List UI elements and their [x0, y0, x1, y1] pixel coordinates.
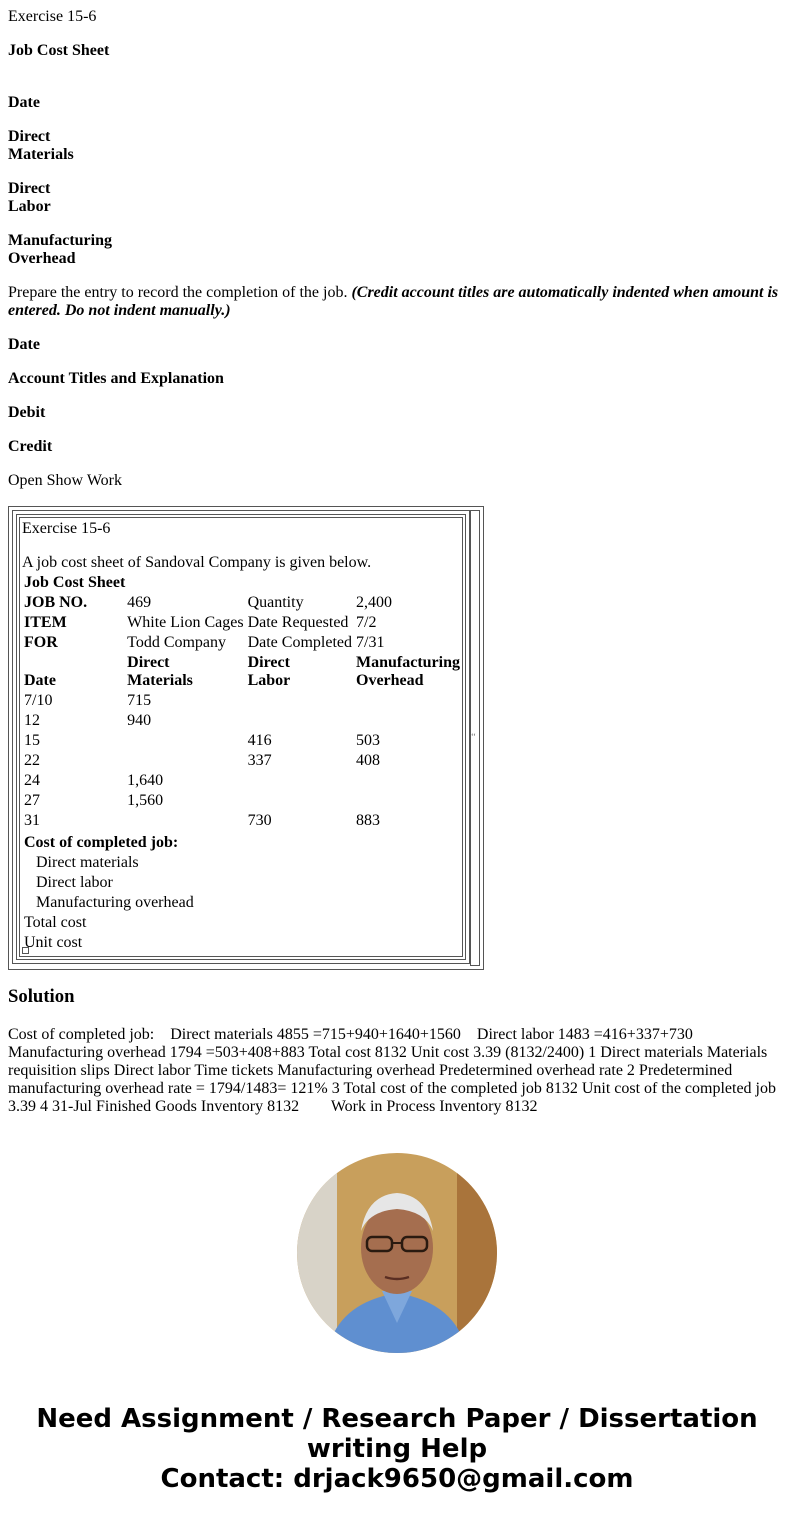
sheet-title: Job Cost Sheet [8, 42, 110, 59]
row-mo: 503 [356, 732, 380, 749]
table-row [22, 770, 462, 790]
column-direct-labor [8, 180, 786, 216]
column-direct-materials [8, 128, 786, 164]
mo-line1: Manufacturing [8, 232, 112, 249]
exercise-content-box [19, 517, 463, 957]
solution-heading: Solution [8, 986, 75, 1007]
row-dl [246, 770, 354, 790]
scrollbar[interactable] [470, 510, 480, 966]
table-row [22, 830, 462, 852]
instruction [8, 284, 786, 320]
entry-header-debit: Debit [8, 404, 46, 421]
table-row [22, 872, 462, 892]
table-row [22, 852, 462, 872]
instruction-text: Prepare the entry to record the completion of the job. [8, 284, 352, 301]
box-intro: A job cost sheet of Sandoval Company is given below. [22, 554, 372, 571]
open-show-work-link[interactable]: Open Show Work [8, 472, 122, 489]
info-label2: Date Requested [247, 614, 349, 631]
promo-line1: Need Assignment / Research Paper / Dissertation [36, 1404, 758, 1434]
row-date: 7/10 [24, 692, 53, 709]
info-label: FOR [24, 634, 58, 651]
row-dl [246, 690, 354, 710]
cost-line-direct-labor: Direct labor [36, 874, 113, 891]
exercise-title: Exercise 15-6 [8, 8, 97, 25]
row-dl: 416 [247, 732, 272, 749]
job-cost-sheet-table [22, 572, 462, 952]
row-mo: 883 [356, 812, 380, 829]
exercise-frame-border [16, 514, 466, 960]
head-mo2: Overhead [356, 672, 424, 689]
exercise-content [22, 520, 462, 952]
exercise-frame-inner [12, 510, 470, 964]
info-label2: Quantity [247, 594, 304, 611]
dl-line2: Labor [8, 198, 51, 215]
row-mo [354, 790, 462, 810]
table-row [22, 592, 462, 612]
cost-line-direct-materials: Direct materials [36, 854, 139, 871]
cost-heading: Cost of completed job: [24, 834, 179, 851]
head-manufacturing-overhead [354, 652, 462, 690]
row-date: 24 [24, 772, 40, 789]
table-row [22, 730, 462, 750]
head-date: Date [24, 672, 56, 689]
table-row [22, 790, 462, 810]
row-dm [125, 750, 245, 770]
cost-line-manufacturing-overhead: Manufacturing overhead [36, 894, 194, 911]
table-row [22, 892, 462, 912]
row-mo: 408 [356, 752, 380, 769]
info-value: Todd Company [127, 634, 227, 651]
column-date: Date [8, 94, 40, 111]
row-date: 12 [24, 712, 40, 729]
row-dm [125, 730, 245, 750]
row-mo [354, 710, 462, 730]
head-direct-labor [246, 652, 354, 690]
column-manufacturing-overhead [8, 232, 786, 268]
promo-banner [0, 1404, 794, 1494]
exercise-frame [8, 506, 484, 970]
head-dm2: Materials [127, 672, 193, 689]
box-sheet-title: Job Cost Sheet [24, 574, 126, 591]
row-mo [354, 770, 462, 790]
resize-handle[interactable] [22, 947, 29, 954]
entry-header-account: Account Titles and Explanation [8, 370, 224, 387]
row-mo [354, 690, 462, 710]
info-value2: 7/31 [356, 634, 385, 651]
scroll-grip-icon: ‘‘ [471, 732, 476, 741]
row-dl: 337 [247, 752, 272, 769]
table-row [22, 932, 462, 952]
dl-line1: Direct [8, 180, 51, 197]
row-dl: 730 [247, 812, 272, 829]
table-row [22, 912, 462, 932]
table-row [22, 750, 462, 770]
info-label: JOB NO. [24, 594, 88, 611]
dm-line1: Direct [8, 128, 51, 145]
mo-line2: Overhead [8, 250, 76, 267]
dm-line2: Materials [8, 146, 74, 163]
avatar [297, 1153, 497, 1353]
info-value2: 2,400 [356, 594, 392, 611]
instruction-emphasis: (Credit account titles are automatically indented when amount is entered. Do not indent manually.) [8, 284, 779, 319]
head-dl2: Labor [247, 672, 291, 689]
row-date: 15 [24, 732, 40, 749]
row-date: 27 [24, 792, 40, 809]
head-mo1: Manufacturing [356, 654, 460, 671]
row-date: 22 [24, 752, 40, 769]
head-dm1: Direct [127, 654, 170, 671]
row-dl [246, 710, 354, 730]
info-value: 469 [127, 594, 152, 611]
info-value2: 7/2 [356, 614, 377, 631]
table-row [22, 710, 462, 730]
head-dl1: Direct [247, 654, 290, 671]
table-header-row [22, 652, 462, 690]
row-dl [246, 790, 354, 810]
row-dm [125, 810, 245, 830]
row-dm: 715 [127, 692, 152, 709]
info-label2: Date Completed [247, 634, 352, 651]
box-exercise-title: Exercise 15-6 [22, 520, 111, 537]
author-photo [297, 1153, 497, 1353]
total-cost-label: Total cost [24, 914, 87, 931]
promo-contact[interactable]: Contact: drjack9650@gmail.com [160, 1464, 634, 1494]
info-label: ITEM [24, 614, 67, 631]
row-dm: 1,640 [127, 772, 164, 789]
promo-line2: writing Help [306, 1434, 488, 1464]
head-direct-materials [125, 652, 245, 690]
entry-header-date: Date [8, 336, 40, 353]
table-row [22, 572, 462, 592]
info-value: White Lion Cages [127, 614, 244, 631]
row-dm: 1,560 [127, 792, 164, 809]
table-row [22, 810, 462, 830]
entry-header-credit: Credit [8, 438, 53, 455]
table-row [22, 612, 462, 632]
table-row [22, 690, 462, 710]
row-date: 31 [24, 812, 40, 829]
unit-cost-label: Unit cost [24, 934, 83, 951]
table-row [22, 632, 462, 652]
solution-body: Cost of completed job: Direct materials 4855 =715+940+1640+1560 Direct labor 1483 =416+337+730 Manufacturing overhead 1794 =503+408+883 Total cost 8132 Unit cost 3.39 (8132/2400) 1 Direct materials Materials requisition slips Direct labor Time tickets Manufacturing overhead Predetermined overhead rate 2 Predetermined manufacturing overhead rate = 1794/1483= 121% 3 Total cost of the completed job 8132 Unit cost of the completed job 3.39 4 31-Jul Finished Goods Inventory 8132 Work in Process Inventory 8132 [8, 1026, 780, 1115]
row-dm: 940 [127, 712, 152, 729]
